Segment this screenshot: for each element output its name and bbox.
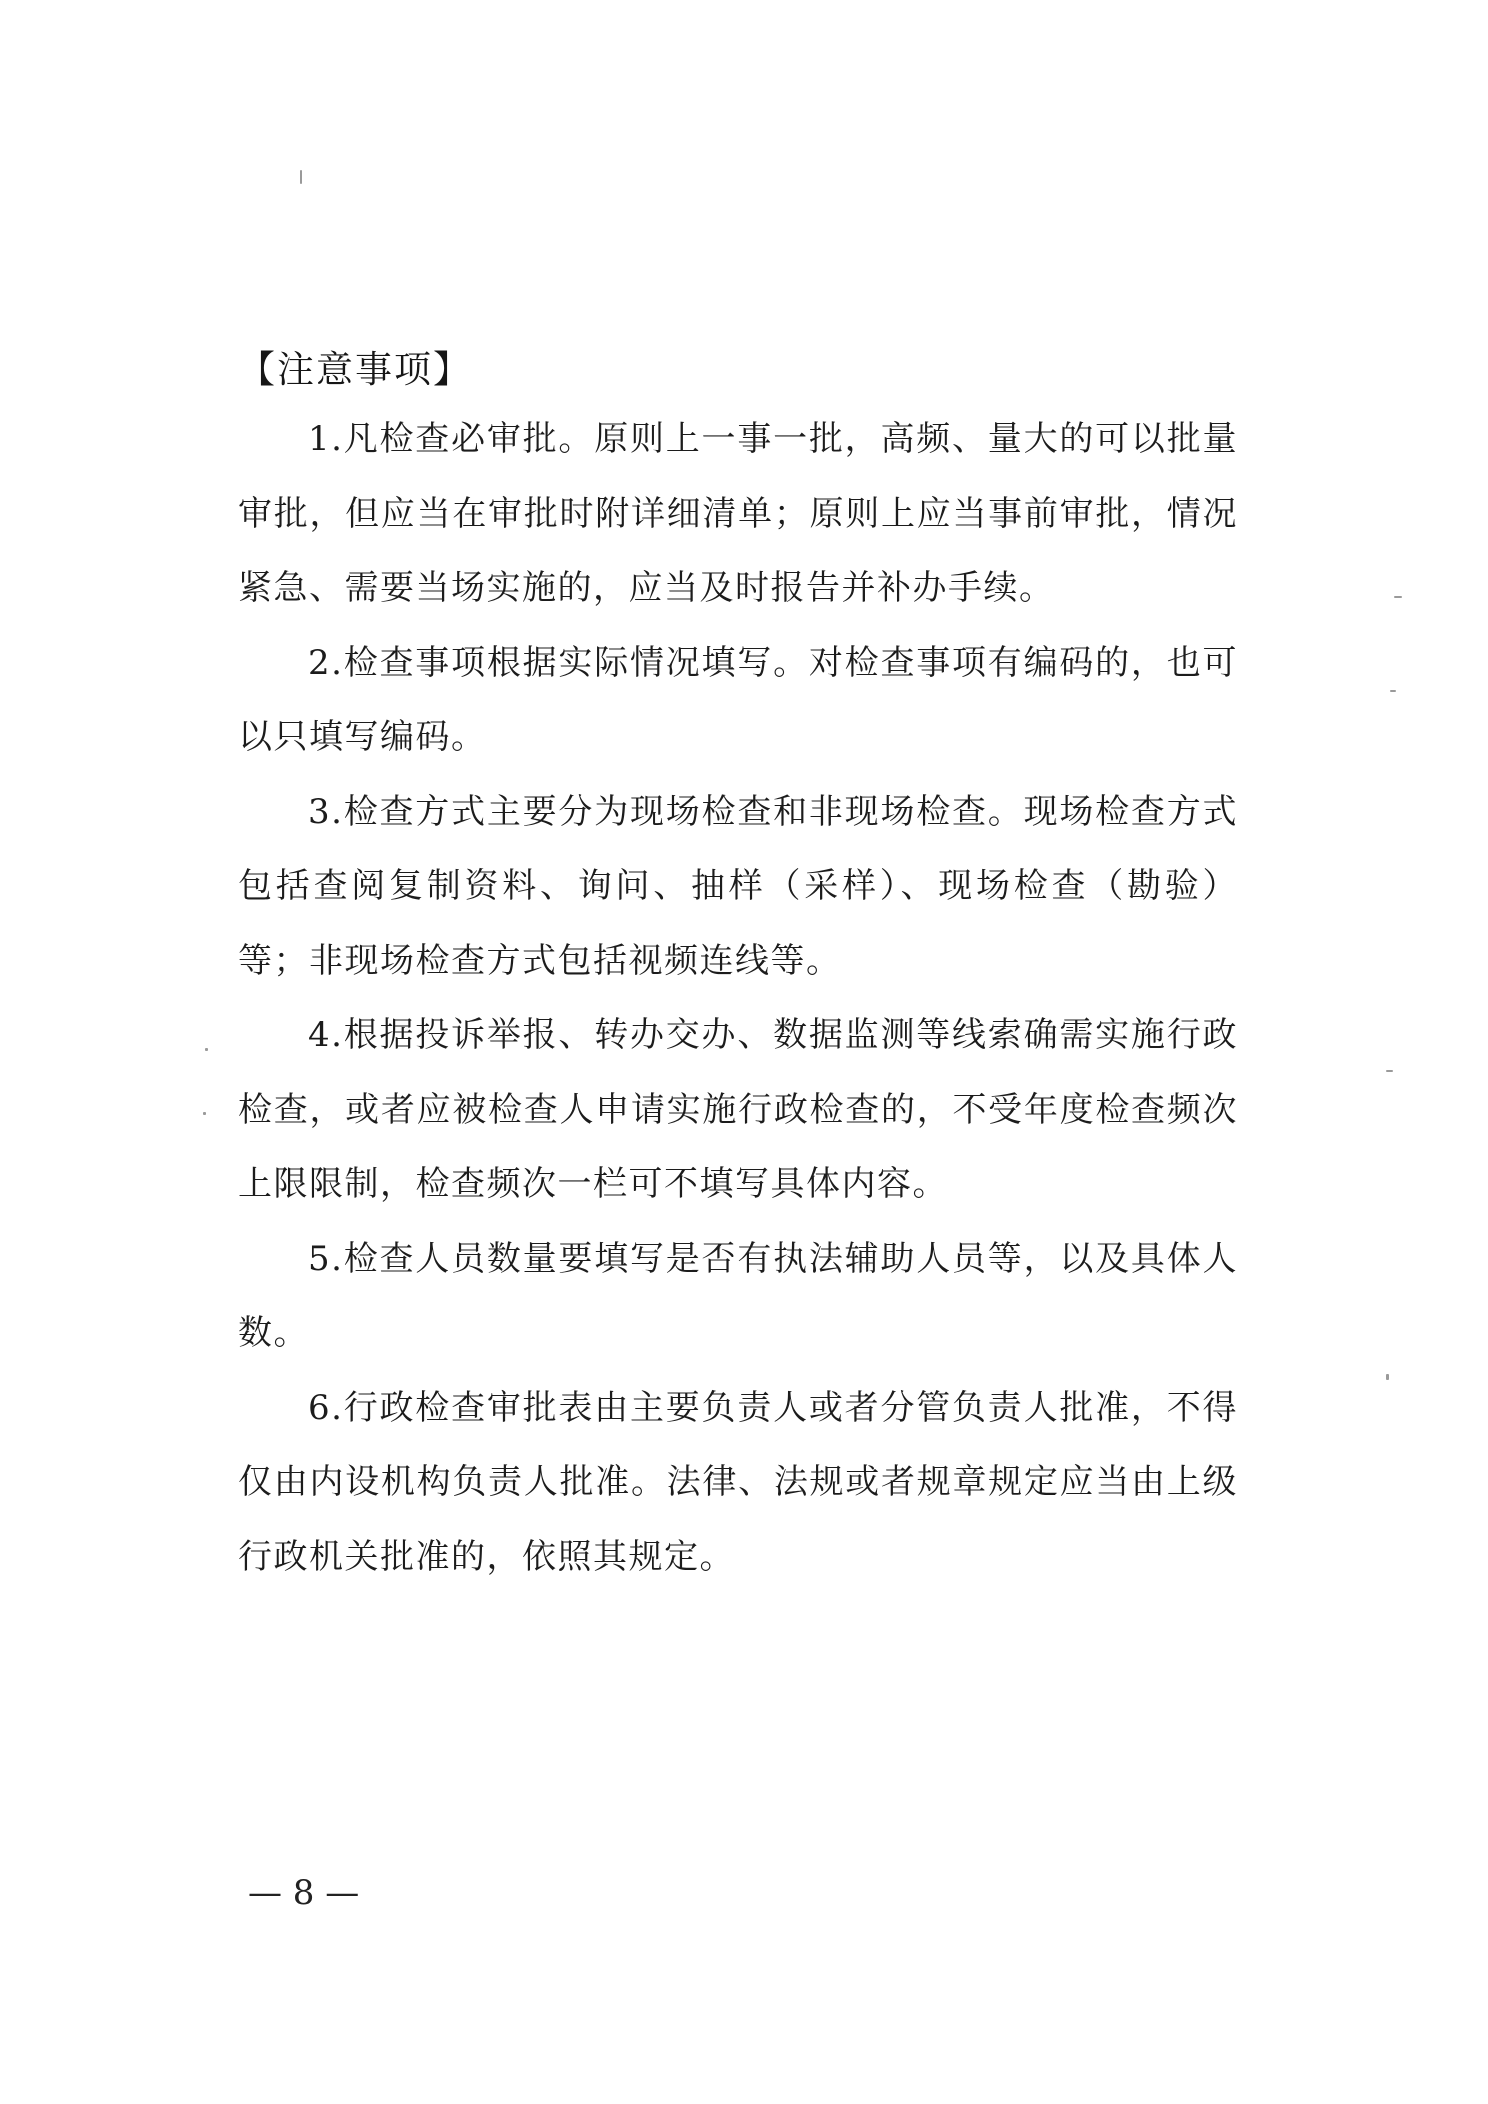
note-paragraph-2: 2.检查事项根据实际情况填写。对检查事项有编码的，也可以只填写编码。 [238, 642, 1238, 757]
scan-speck [1394, 596, 1402, 598]
scan-speck [1390, 690, 1396, 692]
scan-speck [1386, 1374, 1389, 1380]
scan-speck [300, 170, 302, 184]
note-paragraph-3: 3.检查方式主要分为现场检查和非现场检查。现场检查方式包括查阅复制资料、询问、抽样（采样）、现场检查（勘验）等；非现场检查方式包括视频连线等。 [238, 791, 1238, 981]
page-number: — 8 — [248, 1873, 360, 1913]
note-paragraph-4: 4.根据投诉举报、转办交办、数据监测等线索确需实施行政检查，或者应被检查人申请实施行政检查的，不受年度检查频次上限限制，检查频次一栏可不填写具体内容。 [238, 1015, 1238, 1204]
notes-heading: 【注意事项】 [238, 348, 472, 391]
note-paragraph-6: 6.行政检查审批表由主要负责人或者分管负责人批准，不得仅由内设机构负责人批准。法律、法规或者规章规定应当由上级行政机关批准的，依照其规定。 [238, 1387, 1238, 1577]
note-paragraph-5: 5.检查人员数量要填写是否有执法辅助人员等，以及具体人数。 [238, 1238, 1238, 1353]
notes-body [238, 402, 1238, 1594]
note-paragraph-1: 1.凡检查必审批。原则上一事一批，高频、量大的可以批量审批，但应当在审批时附详细清单；原则上应当事前审批，情况紧急、需要当场实施的，应当及时报告并补办手续。 [238, 419, 1238, 608]
scan-speck [203, 1112, 206, 1115]
scan-speck [1386, 1070, 1393, 1072]
scan-speck [205, 1048, 208, 1051]
